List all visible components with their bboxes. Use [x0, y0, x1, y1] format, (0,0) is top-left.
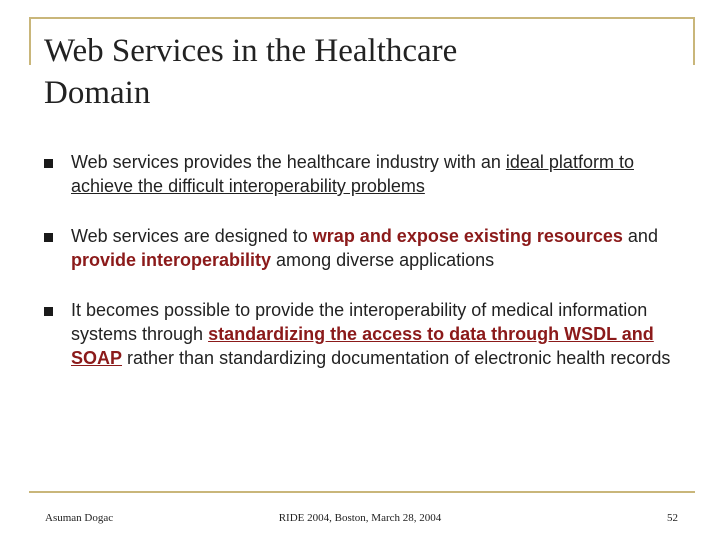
- footer-divider: [29, 491, 695, 493]
- square-bullet-icon: [44, 233, 53, 242]
- bullet-2-text-1: Web services are designed to: [71, 226, 313, 246]
- bullet-list: [44, 150, 684, 370]
- footer-event: RIDE 2004, Boston, March 28, 2004: [278, 512, 442, 524]
- page-number: 52: [667, 512, 678, 524]
- bullet-2-highlight-2: provide interoperability: [71, 250, 272, 270]
- bullet-2-text-2: and: [622, 226, 658, 246]
- title-frame-top: [29, 17, 695, 19]
- bullet-2-highlight-1: wrap and expose existing resources: [312, 226, 623, 246]
- title-frame-left: [29, 17, 31, 65]
- square-bullet-icon: [44, 159, 53, 168]
- bullet-item-2: [44, 224, 684, 272]
- bullet-item-3: [44, 298, 684, 370]
- slide-title: [44, 30, 664, 114]
- bullet-3-text-2: rather than standardizing documentation of electronic health records: [122, 348, 671, 368]
- slide-title-line-2: Domain: [44, 75, 151, 111]
- footer-author: Asuman Dogac: [45, 512, 114, 524]
- bullet-3-highlight: standardizing the access to data through WSDL and SOAP: [71, 324, 654, 368]
- title-frame-right: [693, 17, 695, 65]
- bullet-1-underlined-text: ideal platform to achieve the difficult interoperability problems: [71, 152, 634, 196]
- square-bullet-icon: [44, 307, 53, 316]
- bullet-3-text-1: It becomes possible to provide the interoperability of medical information systems through: [71, 300, 648, 344]
- slide-title-line-1: Web Services in the Healthcare: [44, 33, 458, 69]
- bullet-item-1: [44, 150, 684, 198]
- bullet-1-text: Web services provides the healthcare industry with an: [71, 152, 506, 172]
- bullet-2-text-3: among diverse applications: [271, 250, 495, 270]
